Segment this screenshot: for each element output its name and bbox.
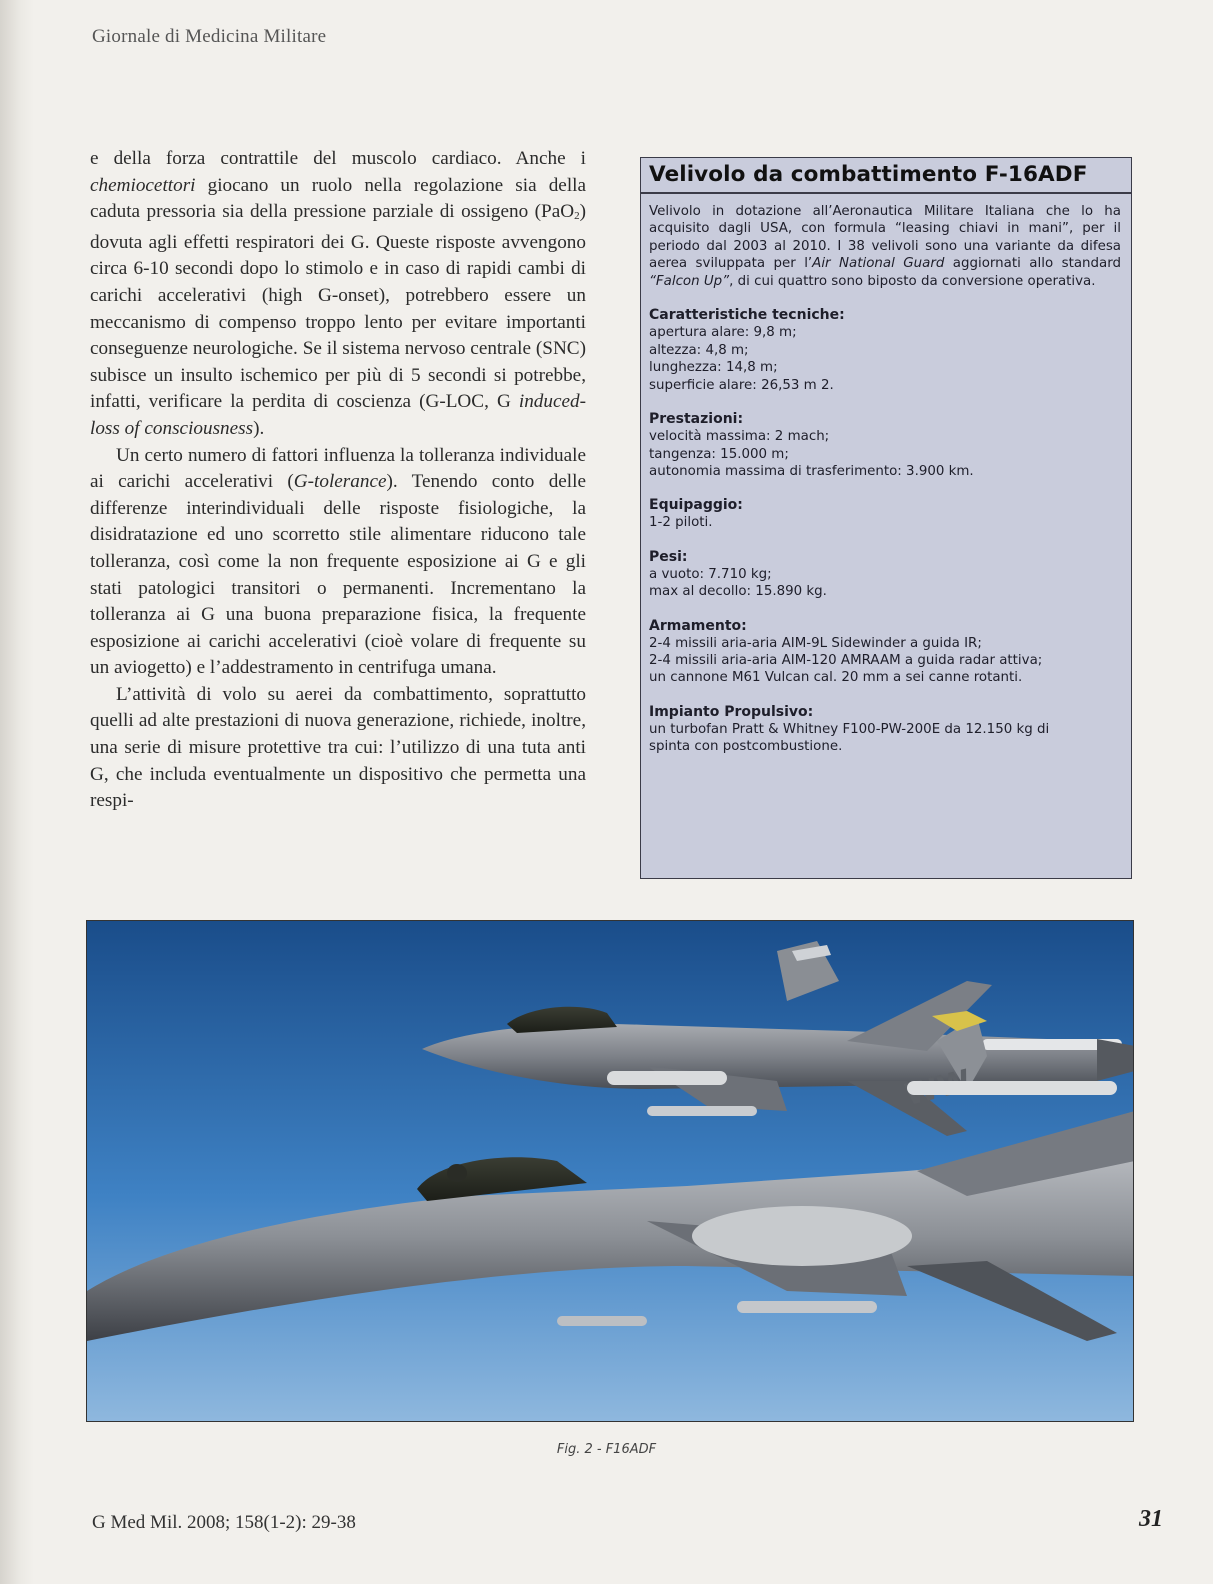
page-number: 31: [1139, 1506, 1163, 1532]
armament-section: [649, 617, 1121, 687]
propulsion-section: [649, 703, 1121, 756]
specs-section: [649, 306, 1121, 394]
spec-line: superficie alare: 26,53 m 2.: [649, 377, 834, 393]
info-box-divider: [641, 192, 1131, 194]
journal-header: Giornale di Medicina Militare: [92, 26, 327, 47]
info-box-title: Velivolo da combattimento F-16ADF: [649, 162, 1088, 187]
spec-line: un cannone M61 Vulcan cal. 20 mm a sei canne rotanti.: [649, 670, 1023, 686]
body-text-column: [90, 146, 586, 815]
spec-line: autonomia massima di trasferimento: 3.900 km.: [649, 463, 974, 479]
section-heading: Armamento:: [649, 617, 747, 634]
citation: G Med Mil. 2008; 158(1-2): 29-38: [92, 1512, 356, 1533]
spec-line: 1-2 piloti.: [649, 515, 713, 531]
spec-line: un turbofan Pratt & Whitney F100-PW-200E da 12.150 kg di: [649, 721, 1050, 737]
spec-line: spinta con postcombustione.: [649, 739, 843, 755]
spec-line: max al decollo: 15.890 kg.: [649, 584, 827, 600]
spec-line: lunghezza: 14,8 m;: [649, 360, 778, 376]
paragraph-3: L’attività di volo su aerei da combattimento, soprattutto quelli ad alte prestazioni di nuova generazione, richiede, inoltre, una serie di misure protettive tra cui: l’utilizzo di una tuta anti G, che includa eventualmente un dispositivo che permetta una respi-: [90, 683, 586, 812]
info-box-intro: Velivolo in dotazione all’Aeronautica Militare Italiana che lo ha acquisito dagli USA, con formula “leasing chiavi in mani”, per il periodo dal 2003 al 2010. I 38 velivoli sono una variante da difesa aerea sviluppata per l’Air National Guard aggiornati allo standard “Falcon Up”, di cui quattro sono biposto da conversione operativa.: [649, 203, 1121, 289]
f16-photo: [86, 920, 1134, 1422]
paragraph-1: e della forza contrattile del muscolo cardiaco. Anche i chemiocettori giocano un ruolo nella regolazione sia della caduta pressoria sia della pressione parziale di ossigeno (PaO2) dovuta agli effetti respiratori dei G. Queste risposte avvengono circa 6-10 secondi dopo lo stimolo e in caso di rapidi cambi di carichi accelerativi (high G-onset), potrebbero essere un meccanismo di compenso troppo lento per evitare importanti conseguenze neurologiche. Se il sistema nervoso centrale (SNC) subisce un insulto ischemico per più di 5 secondi si potrebbe, infatti, verificare la perdita di coscienza (G-LOC, G induced-loss of consciousness).: [90, 148, 586, 439]
spec-line: apertura alare: 9,8 m;: [649, 325, 797, 341]
section-heading: Equipaggio:: [649, 497, 743, 514]
paragraph-2: Un certo numero di fattori influenza la tolleranza individuale ai carichi accelerativi (G-tolerance). Tenendo conto delle differenze interindividuali delle risposte fisiologiche, la disidratazione ed uno scorretto stile alimentare riducono tale tolleranza, così come la non frequente esposizione ai G e gli stati patologici transitori o permanenti. Incrementano la tolleranza ai G una buona preparazione fisica, la frequente esposizione ai carichi accelerativi (cioè volare di frequente su un aviogetto) e l’addestramento in centrifuga umana.: [90, 444, 586, 679]
section-heading: Impianto Propulsivo:: [649, 703, 814, 720]
spec-line: tangenza: 15.000 m;: [649, 446, 789, 462]
section-heading: Prestazioni:: [649, 411, 744, 428]
section-heading: Pesi:: [649, 548, 688, 565]
spec-line: velocità massima: 2 mach;: [649, 429, 830, 445]
page-spine-shadow: [0, 0, 34, 1584]
weights-section: [649, 548, 1121, 601]
performance-section: [649, 410, 1121, 480]
spec-line: 2-4 missili aria-aria AIM-9L Sidewinder a guida IR;: [649, 635, 982, 651]
spec-line: a vuoto: 7.710 kg;: [649, 566, 772, 582]
f16-info-box: [640, 157, 1132, 879]
figure-caption: Fig. 2 - F16ADF: [556, 1442, 657, 1457]
section-heading: Caratteristiche tecniche:: [649, 307, 845, 324]
spec-line: 2-4 missili aria-aria AIM-120 AMRAAM a guida radar attiva;: [649, 652, 1043, 668]
spec-line: altezza: 4,8 m;: [649, 342, 749, 358]
crew-section: [649, 496, 1121, 531]
